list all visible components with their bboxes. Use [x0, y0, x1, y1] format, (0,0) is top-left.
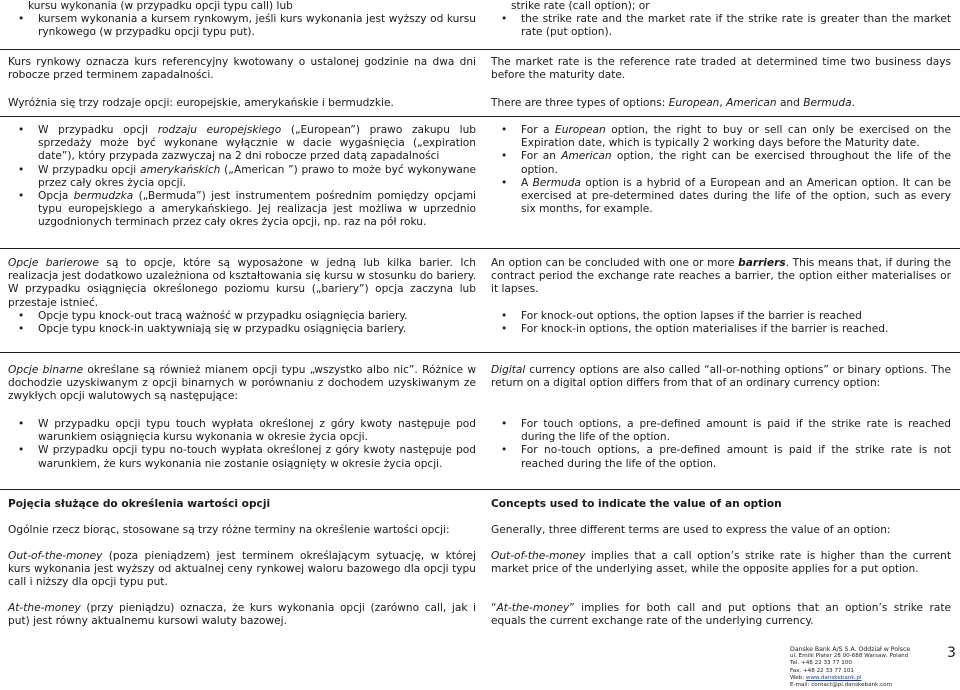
binary-paragraph: Opcje binarne określane są również mianem opcji typu „wszystko albo nic”. Różnice w dochodzie uzyskiwanym z opcji binarnych w porównaniu z dochodem uzyskiwanym ze zwykłych opcji walutowych są następujące:	[8, 364, 476, 403]
list-item: • For knock-out options, the option lapses if the barrier is reached	[491, 310, 951, 323]
section-divider	[0, 49, 960, 50]
option-types-intro: There are three types of options: European, American and Bermuda.	[491, 97, 856, 109]
list-item: • the strike rate and the market rate if the strike rate is greater than the market rate (put option).	[491, 13, 951, 39]
concepts-heading: Pojęcia służące do określenia wartości opcji	[8, 498, 271, 510]
concepts-intro: Ogólnie rzecz biorąc, stosowane są trzy różne terminy na określenie wartości opcji:	[8, 524, 450, 536]
binary-paragraph: Digital currency options are also called “all-or-nothing options” or binary options. The return on a digital option differs from that of an ordinary currency option:	[491, 364, 951, 390]
list-item: • For knock-in options, the option materialises if the barrier is reached.	[491, 323, 951, 336]
text-line: strike rate (call option); or	[511, 0, 650, 12]
concepts-intro: Generally, three different terms are used to express the value of an option:	[491, 524, 891, 536]
list-item-european: • W przypadku opcji rodzaju europejskiego („European”) prawo zakupu lub sprzedaży może być wykonane wyłącznie w dacie wygaśnięcia („expiration date”), który przypada zazwyczaj na 2 dni robocze przed datą zapadalności	[8, 124, 476, 164]
top-continuation-list	[8, 0, 476, 40]
footer-web	[790, 675, 940, 682]
section-divider	[0, 489, 960, 490]
text-line: kursu wykonania (w przypadku opcji typu call) lub	[28, 0, 293, 12]
barrier-list	[491, 310, 951, 336]
section-divider	[0, 248, 960, 249]
page-number: 3	[947, 645, 956, 661]
list-item: • W przypadku opcji typu touch wypłata określonej z góry kwoty następuje pod warunkiem osiągnięcia kursu wykonania w okresie życia opcji.	[8, 418, 476, 444]
list-item-american: • W przypadku opcji amerykańskich („American ”) prawo to może być wykonywane przez cały okres życia opcji.	[8, 164, 476, 190]
footer-fax: Fax. +48 22 33 77 101	[790, 667, 854, 674]
list-item: • For no-touch options, a pre-defined amount is paid if the strike rate is not reached during the life of the option.	[491, 444, 951, 470]
top-continuation-list	[491, 0, 951, 40]
list-item-bermuda: • Opcja bermudzka („Bermuda”) jest instrumentem pośrednim pomiędzy opcjami typu europejskiego a amerykańskiego. Jej realizacja jest możliwa w uprzednio uzgodnionych terminach przez cały okres życia opcji, np. raz na pół roku.	[8, 190, 476, 230]
footer-web-label: Web:	[790, 674, 805, 681]
concepts-heading: Concepts used to indicate the value of an option	[491, 498, 782, 510]
barrier-list	[8, 310, 476, 336]
out-of-the-money-paragraph: Out-of-the-money (poza pieniądzem) jest terminem określającym sytuację, w której kurs wykonania jest wyższy od aktualnej ceny rynkowej waloru bazowego dla opcji typu call i niższy dla opcji typu put.	[8, 550, 476, 589]
footer-address: ul. Emilii Plater 28 00-688 Warsaw, Poland	[790, 653, 909, 660]
barrier-paragraph: Opcje barierowe są to opcje, które są wyposażone w jedną lub kilka barier. Ich realizacja jest dodatkowo uzależniona od kształtowania się kursu w stosunku do bariery. W przypadku osiągnięcia określonego poziomu kursu („bariery”) opcja zaczyna lub przestaje istnieć.	[8, 257, 476, 309]
barrier-paragraph: An option can be concluded with one or more barriers. This means that, if during the contract period the exchange rate reaches a barrier, the option either materialises or it lapses.	[491, 257, 951, 296]
at-the-money-paragraph: “At-the-money” implies for both call and put options that an option’s strike rate equals the current exchange rate of the underlying currency.	[491, 602, 951, 628]
at-the-money-paragraph: At-the-money (przy pieniądzu) oznacza, że kurs wykonania opcji (zarówno call, jak i put) jest równy aktualnemu kursowi waluty bazowej.	[8, 602, 476, 628]
list-item-american: • For an American option, the right can be exercised throughout the life of the option.	[491, 150, 951, 176]
footer-web-link[interactable]: www.danskebank.pl	[805, 674, 862, 681]
option-types-list	[491, 124, 951, 216]
binary-list	[491, 418, 951, 471]
section-divider	[0, 116, 960, 117]
list-item: • W przypadku opcji typu no-touch wypłata określonej z góry kwoty następuje pod warunkiem, że kurs wykonania nie zostanie osiągnięty w okresie życia opcji.	[8, 444, 476, 470]
option-types-list	[8, 124, 476, 230]
section-divider	[0, 352, 960, 353]
footer-tel: Tel. +48 22 33 77 100	[790, 660, 852, 667]
market-rate-paragraph: Kurs rynkowy oznacza kurs referencyjny kwotowany o ustalonej godzinie na dwa dni robocze przed terminem zapadalności.	[8, 56, 476, 82]
list-item-european: • For a European option, the right to buy or sell can only be exercised on the Expiration date, which is typically 2 working days before the Maturity date.	[491, 124, 951, 150]
out-of-the-money-paragraph: Out-of-the-money implies that a call option’s strike rate is higher than the current market price of the underlying asset, while the opposite applies for a put option.	[491, 550, 951, 576]
option-types-intro: Wyróżnia się trzy rodzaje opcji: europejskie, amerykańskie i bermudzkie.	[8, 97, 394, 109]
list-item: • kursem wykonania a kursem rynkowym, jeśli kurs wykonania jest wyższy od kursu rynkowego (w przypadku opcji typu put).	[8, 13, 476, 39]
footer-email: E-mail: contact@pl.danskebank.com	[790, 682, 893, 689]
list-item: • Opcje typu knock-out tracą ważność w przypadku osiągnięcia bariery.	[8, 310, 476, 323]
list-item-bermuda: • A Bermuda option is a hybrid of a European and an American option. It can be exercised at pre-determined dates during the life of the option, such as every six months, for example.	[491, 177, 951, 217]
list-item: • Opcje typu knock-in uaktywniają się w przypadku osiągnięcia bariery.	[8, 323, 476, 336]
market-rate-paragraph: The market rate is the reference rate traded at determined time two business days before the maturity date.	[491, 56, 951, 82]
binary-list	[8, 418, 476, 471]
footer-contact	[790, 646, 940, 689]
list-item: • For touch options, a pre-defined amount is paid if the strike rate is reached during the life of the option.	[491, 418, 951, 444]
footer-company: Danske Bank A/S S.A. Oddział w Polsce	[790, 646, 911, 653]
